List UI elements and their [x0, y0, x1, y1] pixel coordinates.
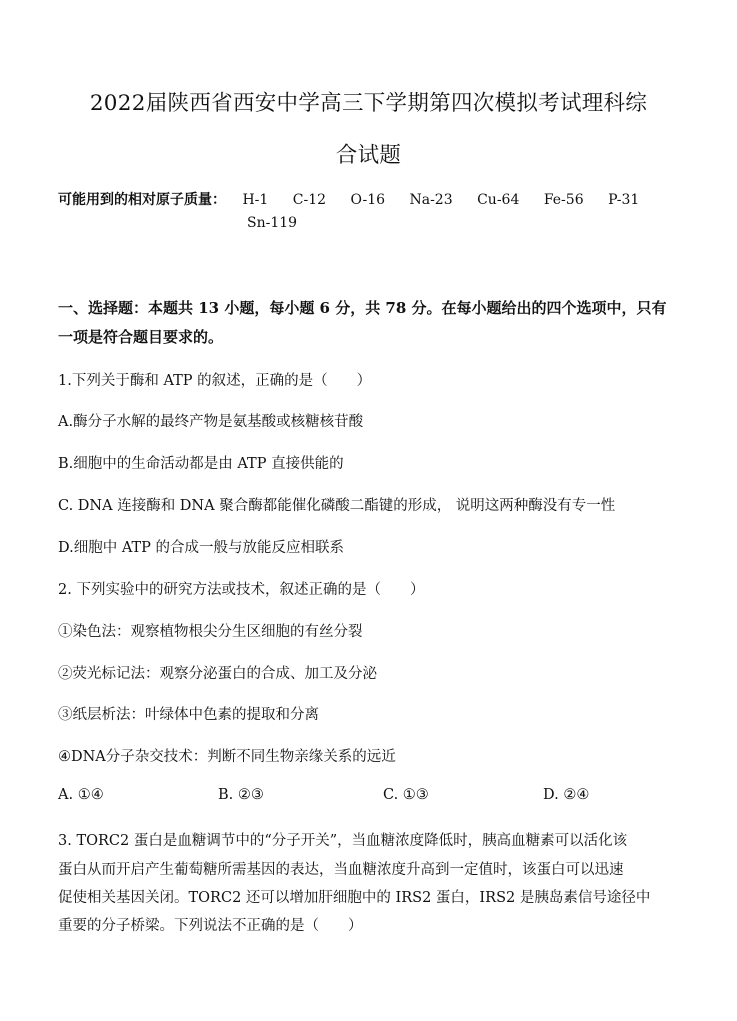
- element-mass: C-12: [292, 192, 327, 208]
- question-2-item-1: ①染色法：观察植物根尖分生区细胞的有丝分裂: [58, 624, 363, 640]
- atomic-mass-label: 可能用到的相对原子质量：: [58, 192, 226, 208]
- element-mass: H-1: [242, 192, 269, 208]
- element-mass: Fe-56: [543, 192, 584, 208]
- atomic-mass-line: [58, 189, 659, 209]
- question-2-item-2: ②荧光标记法：观察分泌蛋白的合成、加工及分泌: [58, 666, 377, 682]
- element-mass: O-16: [350, 192, 386, 208]
- question-3-line-2: 蛋白从而开启产生葡萄糖所需基因的表达，当血糖浓度升高到一定值时，该蛋白可以迅速: [58, 862, 624, 878]
- question-3-line-1: 3. TORC2 蛋白是血糖调节中的“分子开关”，当血糖浓度降低时，胰高血糖素可以活化该: [58, 833, 628, 849]
- question-1-option-c: C. DNA 连接酶和 DNA 聚合酶都能催化磷酸二酯键的形成， 说明这两种酶没有专一性: [58, 498, 616, 514]
- page-title-line2: 合试题: [335, 143, 402, 168]
- question-2-option-d: D. ②④: [543, 787, 590, 803]
- section-heading-line1: 一、选择题：本题共 13 小题，每小题 6 分，共 78 分。在每小题给出的四个选项中，只有: [58, 299, 667, 317]
- question-3-line-3: 促使相关基因关闭。TORC2 还可以增加肝细胞中的 IRS2 蛋白，IRS2 是胰岛素信号途径中: [58, 890, 651, 906]
- question-2-item-4: ④DNA分子杂交技术：判断不同生物亲缘关系的远近: [58, 749, 396, 765]
- element-mass: Cu-64: [477, 192, 520, 208]
- question-2-item-3: ③纸层析法：叶绿体中色素的提取和分离: [58, 707, 319, 723]
- question-3-line-4: 重要的分子桥梁。下列说法不正确的是（ ）: [58, 918, 363, 934]
- page-title-line1: 2022届陕西省西安中学高三下学期第四次模拟考试理科综: [89, 91, 648, 116]
- question-1-option-a: A.酶分子水解的最终产物是氨基酸或核糖核苷酸: [58, 414, 364, 430]
- element-mass: Sn-119: [247, 215, 298, 231]
- question-2-option-a: A. ①④: [58, 787, 104, 803]
- element-mass: Na-23: [409, 192, 453, 208]
- question-1-option-d: D.细胞中 ATP 的合成一般与放能反应相联系: [58, 540, 345, 556]
- section-heading-line2: 一项是符合题目要求的。: [58, 328, 224, 346]
- question-2-stem: 2. 下列实验中的研究方法或技术，叙述正确的是（ ）: [58, 582, 425, 598]
- element-mass: P-31: [608, 192, 640, 208]
- question-2-option-c: C. ①③: [383, 787, 429, 803]
- question-1-option-b: B.细胞中的生命活动都是由 ATP 直接供能的: [58, 456, 344, 472]
- question-1-stem: 1.下列关于酶和 ATP 的叙述，正确的是（ ）: [58, 373, 372, 389]
- question-2-option-b: B. ②③: [218, 787, 264, 803]
